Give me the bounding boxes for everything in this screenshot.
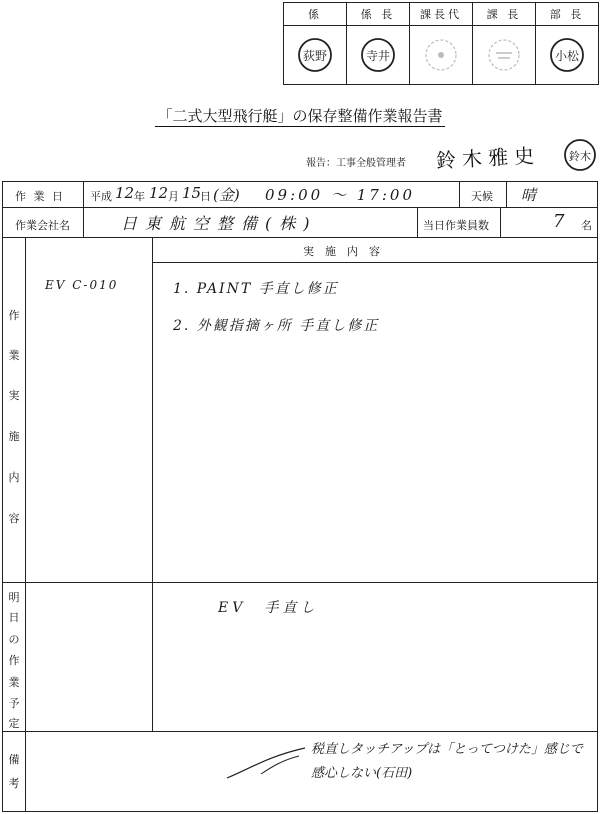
- remarks-line-2: 感心しない(石田): [311, 766, 413, 781]
- plan-section-label-char: の: [8, 633, 20, 646]
- weather-value: 晴: [521, 186, 537, 204]
- hanko-seal-icon: [547, 35, 587, 75]
- approval-header-director: 部 長: [536, 3, 599, 26]
- workers-unit: 名: [581, 219, 592, 232]
- plan-text: EV 手直し: [218, 600, 319, 616]
- approval-stamp-cell: [284, 26, 347, 85]
- approval-stamp-cell: [410, 26, 473, 85]
- plan-section-label-char: 日: [8, 611, 20, 624]
- approval-stamp-cell: [473, 26, 536, 85]
- work-item: 2. 外観指摘ヶ所 手直し修正: [173, 318, 380, 334]
- faint-hanko-seal-icon: [421, 35, 461, 75]
- work-code: EV C-010: [45, 278, 119, 292]
- date-label: 作 業 日: [15, 190, 65, 203]
- handwritten-arrow-icon: [221, 744, 311, 784]
- plan-section-label-char: 明: [8, 591, 20, 604]
- work-time-range: 09:00 〜 17:00: [265, 186, 415, 204]
- workers-label: 当日作業員数: [423, 219, 489, 232]
- approval-header-chief: 係 長: [347, 3, 410, 26]
- work-section-label-char: 業: [8, 349, 20, 362]
- report-title: 「二式大型飛行艇」の保存整備作業報告書: [157, 107, 443, 125]
- reporter-seal-text: 鈴木: [569, 150, 591, 163]
- date-year: 12: [115, 184, 135, 202]
- remarks-label-char: 考: [8, 777, 20, 790]
- company-value: 日東航空整備(株): [121, 214, 318, 233]
- year-unit: 年: [134, 190, 145, 203]
- reporter-block: [306, 137, 596, 173]
- work-section-label-char: 作: [8, 309, 20, 322]
- hanko-seal-icon: [358, 35, 398, 75]
- approval-header-deputy-manager: 課長代: [410, 3, 473, 26]
- date-day: 15: [182, 184, 202, 202]
- company-label: 作業会社名: [15, 219, 70, 232]
- approval-header-manager: 課 長: [473, 3, 536, 26]
- reporter-label: 報告：工事全般管理者: [306, 158, 406, 169]
- content-header: 実 施 内 容: [303, 245, 380, 258]
- remarks-label-char: 備: [8, 753, 20, 766]
- hanko-seal-icon: [295, 35, 335, 75]
- seal-text: 荻野: [302, 49, 328, 63]
- day-unit: 日: [200, 190, 211, 203]
- work-item: 1. PAINT 手直し修正: [173, 281, 339, 297]
- work-section-label-char: 内: [8, 471, 20, 484]
- plan-section-label-char: 業: [8, 676, 20, 689]
- reporter-seal-icon: [562, 137, 598, 173]
- reporter-signature: 鈴木雅史: [435, 143, 541, 173]
- work-section-label-char: 容: [8, 512, 20, 525]
- work-section-label-char: 実: [8, 389, 20, 402]
- weather-label: 天候: [471, 190, 493, 203]
- seal-text: 小松: [554, 49, 580, 63]
- work-section-label-char: 施: [8, 430, 20, 443]
- approval-stamp-cell: [347, 26, 410, 85]
- era-label: 平成: [90, 190, 112, 203]
- plan-section-label-char: 予: [8, 697, 20, 710]
- seal-text: 寺井: [365, 49, 391, 63]
- workers-value: 7: [553, 211, 565, 232]
- date-month: 12: [149, 184, 169, 202]
- approval-header-staff: 係: [284, 3, 347, 26]
- approval-stamp-cell: [536, 26, 599, 85]
- faint-hanko-seal-icon: [484, 35, 524, 75]
- report-form: [2, 181, 598, 812]
- date-weekday: (金): [213, 186, 240, 204]
- plan-section-label-char: 定: [8, 717, 20, 730]
- month-unit: 月: [168, 190, 179, 203]
- approval-table: [283, 2, 599, 85]
- remarks-line-1: 税直しタッチアップは「とってつけた」感じで: [311, 742, 583, 757]
- plan-section-label-char: 作: [8, 654, 20, 667]
